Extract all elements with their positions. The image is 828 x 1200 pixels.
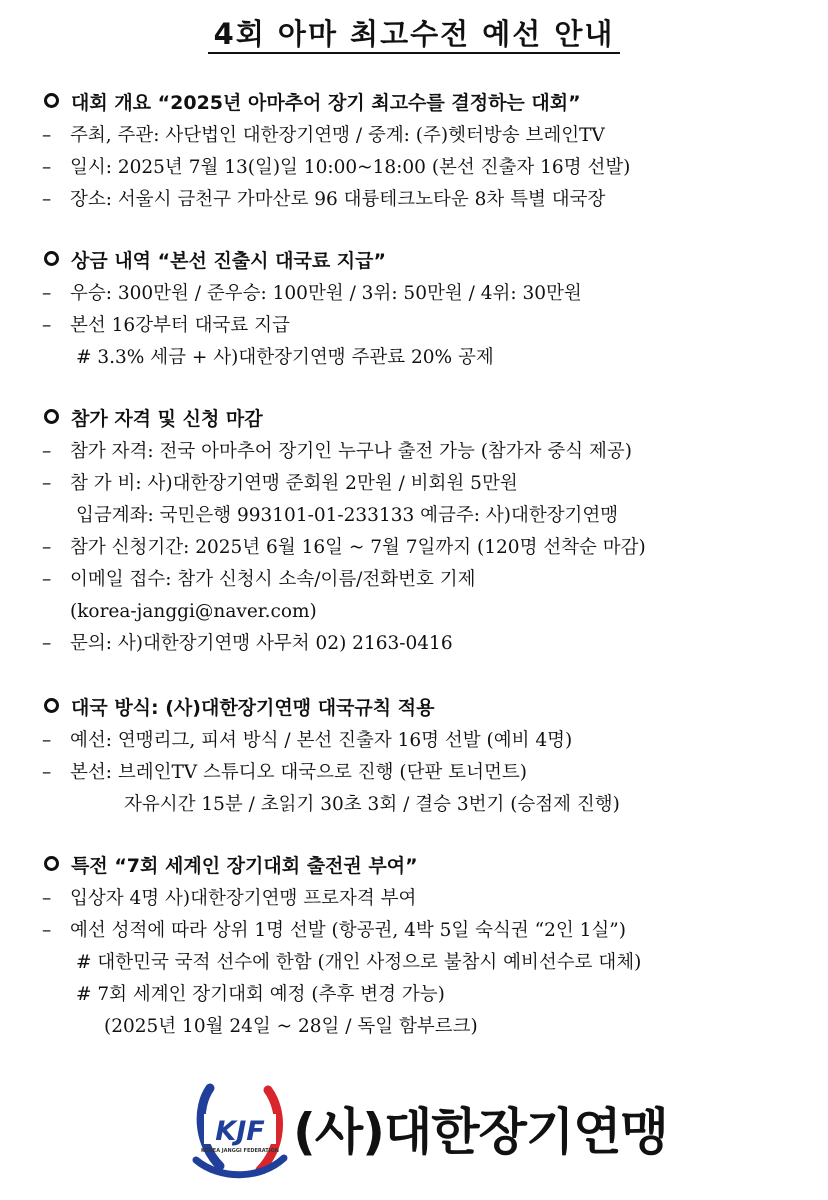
dash-icon: –	[42, 537, 52, 558]
dash-icon: –	[42, 762, 52, 783]
list-item: – 입상자 4명 사)대한장기연맹 프로자격 부여	[0, 883, 828, 915]
dash-icon: –	[42, 283, 52, 304]
note-item: # 7회 세계인 장기대회 예정 (추후 변경 가능)	[76, 984, 445, 1005]
page-title-text: 4회 아마 최고수전 예선 안내	[208, 17, 621, 54]
section-overview	[0, 87, 828, 216]
time-control-line: 자유시간 15분 / 초읽기 30초 3회 / 결승 3번기 (승점제 진행)	[124, 794, 620, 815]
circle-bullet-icon	[44, 93, 59, 108]
dash-icon: –	[42, 730, 52, 751]
bank-account-line: 입금계좌: 국민은행 993101-01-233133 예금주: 사)대한장기연맹	[76, 505, 619, 526]
dash-icon: –	[42, 888, 52, 909]
logo-subtitle: KOREA JANGGI FEDERATION	[201, 1148, 279, 1154]
section-heading: 상금 내역 “본선 진출시 대국료 지급”	[44, 245, 828, 278]
circle-bullet-icon	[44, 409, 59, 424]
section-benefits	[0, 850, 828, 1043]
circle-bullet-icon	[44, 698, 59, 713]
list-item: – 주최, 주관: 사단법인 대한장기연맹 / 중계: (주)헷터방송 브레인TV	[0, 120, 828, 152]
note-item: # 3.3% 세금 + 사)대한장기연맹 주관료 20% 공제	[76, 347, 494, 368]
logo-name: (사)대한장기연맹	[293, 1103, 668, 1161]
email-address: (korea-janggi@naver.com)	[70, 601, 317, 622]
section-heading: 참가 자격 및 신청 마감	[44, 403, 828, 436]
event-date-line: (2025년 10월 24일 ~ 28일 / 독일 함부르크)	[104, 1016, 478, 1037]
federation-logo	[190, 1082, 668, 1182]
list-item: – 참가 자격: 전국 아마추어 장기인 누구나 출전 가능 (참가자 중식 제공)	[0, 436, 828, 468]
page-title	[0, 12, 828, 53]
logo-abbr: KJF	[215, 1116, 265, 1147]
dash-icon: –	[42, 315, 52, 336]
kjf-emblem-icon	[190, 1082, 290, 1182]
dash-icon: –	[42, 189, 52, 210]
list-item: – 본선 16강부터 대국료 지급	[0, 310, 828, 342]
list-item: – 일시: 2025년 7월 13(일)일 10:00~18:00 (본선 진출자 16명 선발)	[0, 152, 828, 184]
list-item: – 예선: 연맹리그, 피셔 방식 / 본선 진출자 16명 선발 (예비 4명)	[0, 725, 828, 757]
dash-icon: –	[42, 441, 52, 462]
dash-icon: –	[42, 920, 52, 941]
circle-bullet-icon	[44, 856, 59, 871]
list-item: – 우승: 300만원 / 준우승: 100만원 / 3위: 50만원 / 4위: 30만원	[0, 278, 828, 310]
list-item: – 참 가 비: 사)대한장기연맹 준회원 2만원 / 비회원 5만원	[0, 468, 828, 500]
dash-icon: –	[42, 569, 52, 590]
circle-bullet-icon	[44, 251, 59, 266]
section-eligibility	[0, 403, 828, 660]
dash-icon: –	[42, 473, 52, 494]
dash-icon: –	[42, 633, 52, 654]
section-heading: 특전 “7회 세계인 장기대회 출전권 부여”	[44, 850, 828, 883]
section-prize	[0, 245, 828, 374]
list-item: – 이메일 접수: 참가 신청시 소속/이름/전화번호 기제	[0, 564, 828, 596]
dash-icon: –	[42, 125, 52, 146]
section-heading: 대국 방식: (사)대한장기연맹 대국규칙 적용	[44, 692, 828, 725]
note-item: # 대한민국 국적 선수에 한함 (개인 사정으로 불참시 예비선수로 대체)	[76, 952, 642, 973]
list-item: – 참가 신청기간: 2025년 6월 16일 ~ 7월 7일까지 (120명 선착순 마감)	[0, 532, 828, 564]
section-heading: 대회 개요 “2025년 아마추어 장기 최고수를 결정하는 대회”	[44, 87, 828, 120]
section-game-format	[0, 692, 828, 821]
list-item: – 문의: 사)대한장기연맹 사무처 02) 2163-0416	[0, 628, 828, 660]
list-item: – 본선: 브레인TV 스튜디오 대국으로 진행 (단판 토너먼트)	[0, 757, 828, 789]
list-item: – 예선 성적에 따라 상위 1명 선발 (항공권, 4박 5일 숙식권 “2인 1실”)	[0, 915, 828, 947]
list-item: – 장소: 서울시 금천구 가마산로 96 대륭테크노타운 8차 특별 대국장	[0, 184, 828, 216]
dash-icon: –	[42, 157, 52, 178]
